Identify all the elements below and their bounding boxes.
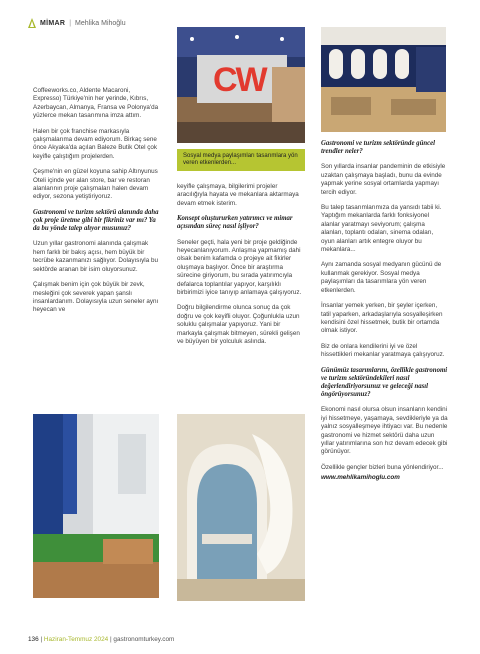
paragraph: Ekonomi nasıl olursa olsun insanların kendini iyi hissetmeye, yaşamaya, sevdikleriyle ya da yalnız sosyalleşmeye ihtiyacı var. Bu nedenle gastronomi ve hizmet sektörü daha uzun yıllar yatırımlarına son hız devam edecek gibi görünüyor. [321,406,448,456]
paragraph: Halen bir çok franchise markasıyla çalışmalarıma devam ediyorum. Birkaç sene önce Akyaka'da açılan Baleze Butik Otel çok keyifle çalıştığım projelerden. [33,127,158,160]
photo-plant-bar [33,414,159,598]
photo-cw-interior [177,27,305,143]
header-separator: | [69,19,72,27]
page-header [28,18,126,28]
author-name: Mehlika Mihoğlu [75,19,126,27]
photo-navy-restaurant [321,27,446,132]
question-heading: Gastronomi ve turizm sektörü alanında daha çok proje üretme gibi bir fikriniz var mı? Ya da bu yönde talep alıyor musunuz? [33,208,159,233]
paragraph: Aynı zamanda sosyal medyanın gücünü de kullanmak gerekiyor. Sosyal medya paylaşımları da tasarımlara yön veren etkenlerden. [321,261,442,294]
footer-website[interactable]: gastronomturkey.com [113,636,175,643]
column-3 [321,140,448,490]
question-heading: Gastronomi ve turizm sektöründe güncel trendler neler? [321,140,436,156]
section-label: MİMAR [40,19,66,27]
paragraph: Çalışmak benim için çok büyük bir zevk, mesleğini çok severek yapan şanslı insanlardanım. Dolayısıyla uzun seneler aynı heyecan ve [33,281,159,314]
column-1 [33,87,159,322]
website-link[interactable]: www.mehlikamihoglu.com [321,474,400,482]
paragraph: keyifle çalışmaya, bilgilerimi projeler aracılığıyla hayata ve mekanlara aktarmaya devam etmek isterim. [177,183,299,207]
paragraph: Özellikle gençler bizleri buna yönlendiriyor... [321,463,444,471]
photo-sign-text: CW [213,61,266,99]
issue-date: Haziran-Temmuz 2024 [43,636,109,643]
paragraph: Uzun yıllar gastronomi alanında çalışmak hem farklı bir bakış açısı, hem büyük bir tecrübe kazanmanızı sağlıyor. Dolayısıyla bu sektörde aranan bir isim oluyorsunuz. [33,240,158,273]
leaf-logo-icon [28,18,36,28]
paragraph: İnsanlar yemek yerken, bir şeyler içerken, tatil yaparken, arkadaşlarıyla sosyalleşirken kendisini özel hissetmek, butik bir ortamda olmak istiyor. [321,302,443,335]
paragraph: Doğru bilgilendirme olunca sonuç da çok doğru ve çok keyifli oluyor. Çoğunlukla uzun soluklu çalışmalar yapıyoruz. Yani bir markayla çalışmak bitmeyen, sürekli gelişen ve büyüyen bir yolculuk aslında. [177,304,300,346]
paragraph: Coffeeworks.co, Aldente Macaroni, Expresso) Türkiye'nin her yerinde, Kıbrıs, Azerbaycan, Almanya, Fransa ve Polonya'da yüzlerce mekan tasarımına imza attım. [33,87,159,120]
question-heading: Günümüz tasarımlarını, özellikle gastronomi ve turizm sektöründekileri nasıl değerlendiriyorsunuz ve geleceği nasıl öngörüyorsunuz? [321,366,448,399]
paragraph: Çeşme'nin en güzel koyuna sahip Altınyunus Oteli içinde yer alan store, bar ve restoran alanlarının proje çalışmaları halen devam ediyor, sezona yetiştiriyoruz. [33,168,158,201]
photo-arch-sculpture [177,414,305,601]
page-number: 136 [28,636,39,643]
column-2 [177,183,305,354]
paragraph: Seneler geçti, hala yeni bir proje geldiğinde heyecanlanıyorum. Anlaşma yapmamış dahi olsak benim kafamda o projeye ait fikirler oluşmaya başlıyor. Önce bir araştırma sürecine giriyorum, bu sırada yatırımcıyla defalarca toplantılar yapıyor, karşılıklı birbirimizi iyice tanıyıp anlamaya çalışıyoruz. [177,238,302,297]
page-footer: 136 | Haziran-Temmuz 2024 | gastronomturkey.com [28,636,175,643]
paragraph: Biz de onlara kendilerini iyi ve özel hissettikleri mekanlar yaratmaya çalışıyoruz. [321,342,445,359]
callout-box: Sosyal medya paylaşımları tasarımlara yön veren etkenlerden... [177,149,305,171]
paragraph: Son yıllarda insanlar pandeminin de etkisiyle uzaktan çalışmaya başladı, bunu da evinde yapmak yerine sosyal ortamlarda yapmayı tercih ediyor. [321,163,446,196]
question-heading: Konsept oluştururken yatırımcı ve mimar açısından süreç nasıl işliyor? [177,215,293,231]
paragraph: Bu talep tasarımlarımıza da yansıdı tabii ki. Yaptığım mekanlarda farklı fonksiyonel alanlar yaratmayı seviyorum; çalışma alanları, toplantı odaları, sinema odaları, oyun alanları artık entegre oluyor bu mekanlara... [321,204,442,254]
